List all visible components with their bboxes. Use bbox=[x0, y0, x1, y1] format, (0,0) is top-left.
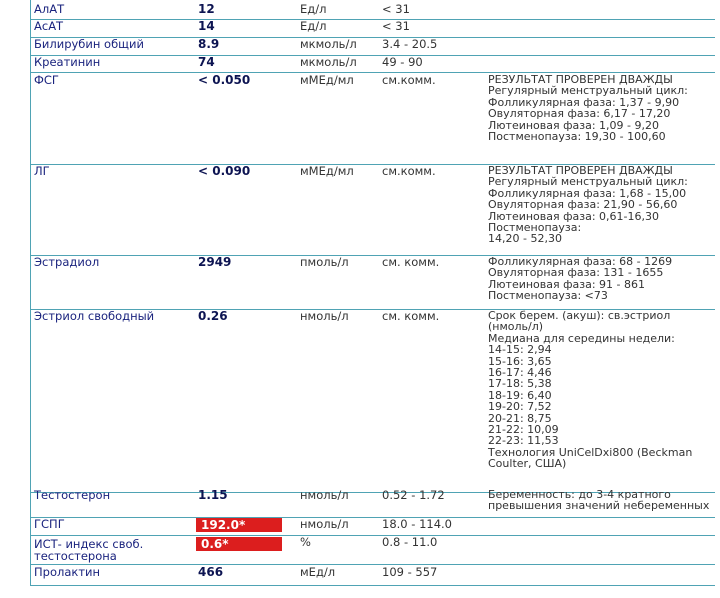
comment-line: Беременность: до 3-4 кратного bbox=[488, 488, 671, 501]
test-value: 8.9 bbox=[198, 37, 220, 51]
test-unit: нмоль/л bbox=[300, 488, 349, 502]
test-unit: мМЕд/мл bbox=[300, 164, 354, 178]
test-name: ЛГ bbox=[34, 164, 50, 178]
comment-line: Лютеиновая фаза: 91 - 861 bbox=[488, 277, 646, 291]
comment-line: (нмоль/л) bbox=[488, 320, 544, 334]
comment-line: Фолликулярная фаза: 1,68 - 15,00 bbox=[488, 186, 687, 200]
comment-line: 15-16: 3,65 bbox=[488, 354, 552, 368]
comment bbox=[488, 256, 672, 302]
comment-line: 18-19: 6,40 bbox=[488, 388, 552, 402]
table-row bbox=[30, 566, 715, 586]
test-value: < 0.050 bbox=[198, 73, 251, 87]
table-row bbox=[30, 310, 715, 493]
test-unit: нмоль/л bbox=[300, 517, 349, 531]
comment-line: превышения значений небеременных bbox=[488, 499, 710, 513]
test-value: < 0.090 bbox=[198, 164, 251, 178]
comment-line: Овуляторная фаза: 21,90 - 56,60 bbox=[488, 198, 678, 212]
comment-line: Фолликулярная фаза: 68 - 1269 bbox=[488, 255, 673, 268]
table-row bbox=[30, 74, 715, 165]
comment-line: Постменопауза: bbox=[488, 221, 582, 235]
table-row bbox=[30, 518, 715, 536]
test-name: Пролактин bbox=[34, 565, 101, 579]
table-row bbox=[30, 536, 715, 565]
comment-line: 21-22: 10,09 bbox=[488, 423, 559, 437]
comment-line: Coulter, США) bbox=[488, 457, 567, 471]
comment-line: Медиана для середины недели: bbox=[488, 331, 675, 345]
test-unit: Ед/л bbox=[300, 19, 327, 33]
flagged-value: 192.0* bbox=[196, 518, 282, 532]
test-value: 2949 bbox=[198, 255, 232, 269]
test-name: АсАТ bbox=[34, 19, 64, 33]
comment-line: Лютеиновая фаза: 1,09 - 9,20 bbox=[488, 118, 659, 132]
test-unit: мЕд/л bbox=[300, 565, 336, 579]
comment-line: Регулярный менструальный цикл: bbox=[488, 84, 688, 98]
reference-range: 18.0 - 114.0 bbox=[382, 517, 452, 531]
comment-line: Регулярный менструальный цикл: bbox=[488, 175, 688, 189]
comment bbox=[488, 165, 688, 245]
table-row bbox=[30, 3, 715, 20]
reference-range: 109 - 557 bbox=[382, 565, 438, 579]
table-row bbox=[30, 489, 715, 518]
reference-range: < 31 bbox=[382, 19, 410, 33]
comment-line: Овуляторная фаза: 6,17 - 17,20 bbox=[488, 107, 671, 121]
reference-range: см. комм. bbox=[382, 255, 440, 269]
comment-line: Овуляторная фаза: 131 - 1655 bbox=[488, 266, 664, 280]
comment-line: Фолликулярная фаза: 1,37 - 9,90 bbox=[488, 95, 680, 109]
table-row bbox=[30, 20, 715, 38]
test-name: Эстриол свободный bbox=[34, 309, 155, 323]
comment-line: 17-18: 5,38 bbox=[488, 377, 552, 391]
comment-line: 16-17: 4,46 bbox=[488, 366, 552, 380]
test-value: 12 bbox=[198, 2, 215, 16]
test-name: ГСПГ bbox=[34, 517, 65, 531]
comment-line: РЕЗУЛЬТАТ ПРОВЕРЕН ДВАЖДЫ bbox=[488, 73, 673, 86]
test-name: Эстрадиол bbox=[34, 255, 100, 269]
test-value: 14 bbox=[198, 19, 215, 33]
comment-line: Технология UniCelDxi800 (Beckman bbox=[488, 445, 693, 459]
test-name: Креатинин bbox=[34, 55, 101, 69]
comment-line: 14,20 - 52,30 bbox=[488, 232, 562, 246]
test-name: ФСГ bbox=[34, 73, 59, 87]
flagged-value: 0.6* bbox=[196, 537, 282, 551]
reference-range: 3.4 - 20.5 bbox=[382, 37, 438, 51]
comment-line: 19-20: 7,52 bbox=[488, 400, 552, 414]
comment-line: Срок берем. (акуш): св.эстриол bbox=[488, 309, 671, 322]
table-row bbox=[30, 56, 715, 73]
reference-range: < 31 bbox=[382, 2, 410, 16]
reference-range: см. комм. bbox=[382, 309, 440, 323]
comment-line: 22-23: 11,53 bbox=[488, 434, 559, 448]
test-value: 74 bbox=[198, 55, 215, 69]
test-unit: Ед/л bbox=[300, 2, 327, 16]
test-name: Тестостерон bbox=[34, 488, 111, 502]
table-row bbox=[30, 38, 715, 56]
test-name: Билирубин общий bbox=[34, 37, 144, 51]
test-unit: % bbox=[300, 535, 311, 549]
comment-line: 14-15: 2,94 bbox=[488, 343, 552, 357]
reference-range: 49 - 90 bbox=[382, 55, 423, 69]
test-unit: мМЕд/мл bbox=[300, 73, 354, 87]
reference-range: см.комм. bbox=[382, 164, 436, 178]
reference-range: 0.8 - 11.0 bbox=[382, 535, 438, 549]
reference-range: 0.52 - 1.72 bbox=[382, 488, 445, 502]
comment-line: 20-21: 8,75 bbox=[488, 411, 552, 425]
comment-line: РЕЗУЛЬТАТ ПРОВЕРЕН ДВАЖДЫ bbox=[488, 164, 673, 177]
test-value: 466 bbox=[198, 565, 224, 579]
test-unit: пмоль/л bbox=[300, 255, 349, 269]
reference-range: см.комм. bbox=[382, 73, 436, 87]
comment bbox=[488, 74, 688, 142]
test-value: 0.26 bbox=[198, 309, 228, 323]
comment-line: Лютеиновая фаза: 0,61-16,30 bbox=[488, 209, 660, 223]
test-value: 1.15 bbox=[198, 488, 228, 502]
comment-line: Постменопауза: <73 bbox=[488, 289, 608, 303]
test-unit: мкмоль/л bbox=[300, 55, 357, 69]
test-unit: нмоль/л bbox=[300, 309, 349, 323]
test-name: АлАТ bbox=[34, 2, 65, 16]
comment bbox=[488, 489, 709, 512]
test-unit: мкмоль/л bbox=[300, 37, 357, 51]
table-row bbox=[30, 165, 715, 256]
comment bbox=[488, 310, 692, 470]
table-row bbox=[30, 256, 715, 310]
comment-line: Постменопауза: 19,30 - 100,60 bbox=[488, 130, 666, 144]
test-name: ИСТ- индекс своб. тестостерона bbox=[34, 537, 144, 563]
